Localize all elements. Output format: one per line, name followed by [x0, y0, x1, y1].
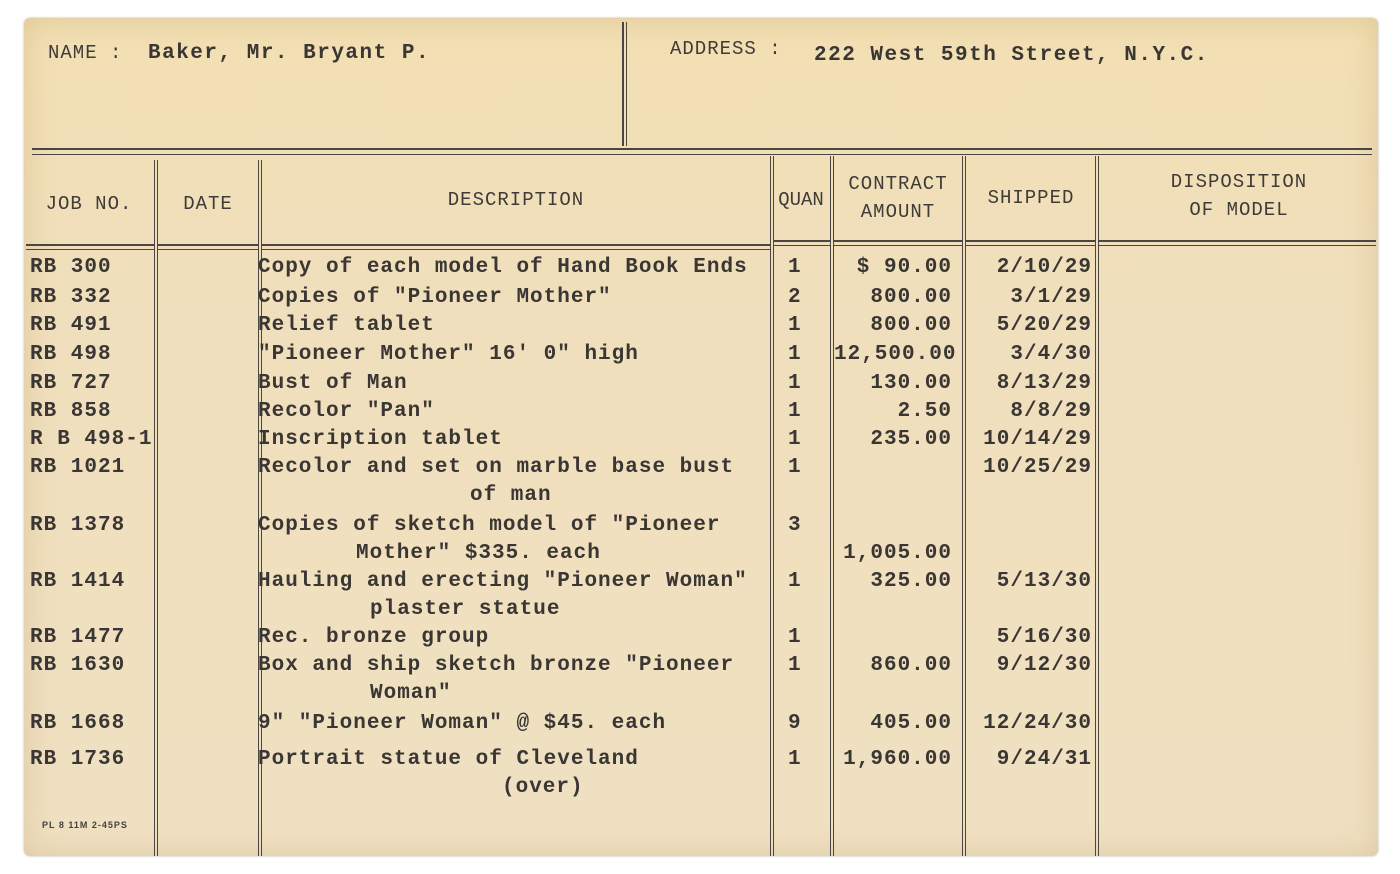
job-number: RB 727 — [30, 372, 112, 395]
quantity: 1 — [788, 400, 802, 423]
rule-disposition-2 — [1099, 245, 1376, 246]
shipped-date: 9/24/31 — [996, 748, 1092, 771]
quantity: 1 — [788, 654, 802, 677]
rule-shipped-2 — [966, 245, 1095, 246]
job-number: RB 1021 — [30, 456, 126, 479]
quantity: 1 — [788, 428, 802, 451]
col-line-quan — [770, 156, 771, 856]
job-number: RB 1736 — [30, 748, 126, 771]
description-continued: Mother" $335. each — [356, 542, 601, 565]
description-continued: plaster statue — [370, 598, 561, 621]
job-number: R B 498-1 — [30, 428, 153, 451]
job-number: RB 1378 — [30, 514, 126, 537]
contract-amount: 860.00 — [870, 654, 952, 677]
rule-date — [158, 244, 258, 246]
col-line-disposition-2 — [1098, 156, 1099, 856]
rule-shipped — [966, 240, 1095, 242]
shipped-date: 9/12/30 — [996, 654, 1092, 677]
contract-amount: 800.00 — [870, 286, 952, 309]
name-value: Baker, Mr. Bryant P. — [148, 42, 431, 65]
description: Copy of each model of Hand Book Ends — [258, 256, 748, 279]
col-header-date: DATE — [183, 193, 233, 215]
contract-amount: 130.00 — [870, 372, 952, 395]
quantity: 1 — [788, 456, 802, 479]
rule-desc — [262, 244, 770, 246]
index-card — [24, 18, 1378, 856]
shipped-date: 10/14/29 — [983, 428, 1092, 451]
address-label: ADDRESS : — [670, 38, 782, 60]
contract-amount: 235.00 — [870, 428, 952, 451]
description: Rec. bronze group — [258, 626, 490, 649]
contract-amount: 2.50 — [897, 400, 952, 423]
contract-amount: 1,960.00 — [843, 748, 952, 771]
description: Portrait statue of Cleveland — [258, 748, 639, 771]
quantity: 9 — [788, 712, 802, 735]
shipped-date: 5/16/30 — [996, 626, 1092, 649]
rule-disposition — [1099, 240, 1376, 242]
col-line-amount — [830, 156, 831, 856]
quantity: 3 — [788, 514, 802, 537]
description-continued: (over) — [502, 776, 584, 799]
col-header-amount: AMOUNT — [860, 201, 936, 223]
job-number: RB 1668 — [30, 712, 126, 735]
col-header-of-model: OF MODEL — [1189, 199, 1289, 221]
rule-amount-2 — [834, 245, 962, 246]
shipped-date: 3/1/29 — [1010, 286, 1092, 309]
description: Bust of Man — [258, 372, 408, 395]
col-header-description: DESCRIPTION — [447, 189, 585, 211]
quantity: 1 — [788, 314, 802, 337]
job-number: RB 1630 — [30, 654, 126, 677]
description: Copies of sketch model of "Pioneer — [258, 514, 721, 537]
quantity: 2 — [788, 286, 802, 309]
shipped-date: 10/25/29 — [983, 456, 1092, 479]
job-number: RB 491 — [30, 314, 112, 337]
job-number: RB 498 — [30, 343, 112, 366]
description: Relief tablet — [258, 314, 435, 337]
address-value: 222 West 59th Street, N.Y.C. — [814, 44, 1209, 67]
description: "Pioneer Mother" 16' 0" high — [258, 343, 639, 366]
shipped-date: 8/13/29 — [996, 372, 1092, 395]
contract-amount: 325.00 — [870, 570, 952, 593]
col-line-shipped — [962, 156, 963, 856]
description: 9" "Pioneer Woman" @ $45. each — [258, 712, 667, 735]
quantity: 1 — [788, 343, 802, 366]
rule-job-2 — [26, 249, 154, 250]
header-divider — [622, 22, 624, 146]
col-header-quan: QUAN — [778, 189, 824, 211]
shipped-date: 2/10/29 — [996, 256, 1092, 279]
col-line-date — [154, 160, 155, 856]
rule-amount — [834, 240, 962, 242]
description: Inscription tablet — [258, 428, 503, 451]
quantity: 1 — [788, 372, 802, 395]
job-number: RB 332 — [30, 286, 112, 309]
description: Recolor and set on marble base bust — [258, 456, 735, 479]
description: Hauling and erecting "Pioneer Woman" — [258, 570, 748, 593]
col-header-job-no: JOB NO. — [45, 193, 133, 215]
col-line-date-2 — [157, 160, 158, 856]
rule-quan-2 — [774, 245, 830, 246]
rule-date-2 — [158, 249, 258, 250]
job-number: RB 858 — [30, 400, 112, 423]
header-divider-2 — [626, 22, 627, 146]
description-continued: of man — [470, 484, 552, 507]
shipped-date: 5/13/30 — [996, 570, 1092, 593]
shipped-date: 5/20/29 — [996, 314, 1092, 337]
description-continued: Woman" — [370, 682, 452, 705]
quantity: 1 — [788, 256, 802, 279]
rule-job — [26, 244, 154, 246]
form-code: PL 8 11M 2-45PS — [42, 820, 128, 830]
header-rule-bottom — [32, 154, 1372, 155]
quantity: 1 — [788, 626, 802, 649]
col-line-disposition — [1095, 156, 1096, 856]
col-header-disposition: DISPOSITION — [1170, 171, 1308, 193]
job-number: RB 1477 — [30, 626, 126, 649]
contract-amount: 405.00 — [870, 712, 952, 735]
col-line-quan-2 — [773, 156, 774, 856]
description: Recolor "Pan" — [258, 400, 435, 423]
rule-desc-2 — [262, 249, 770, 250]
job-number: RB 300 — [30, 256, 112, 279]
header-rule-top — [32, 148, 1372, 150]
shipped-date: 3/4/30 — [1010, 343, 1092, 366]
col-header-shipped: SHIPPED — [987, 187, 1075, 209]
name-label: NAME : — [48, 42, 123, 64]
contract-amount: $ 90.00 — [856, 256, 952, 279]
job-number: RB 1414 — [30, 570, 126, 593]
col-header-contract: CONTRACT — [848, 173, 948, 195]
contract-amount: 12,500.00 — [834, 343, 957, 366]
quantity: 1 — [788, 570, 802, 593]
rule-quan — [774, 240, 830, 242]
description: Copies of "Pioneer Mother" — [258, 286, 612, 309]
contract-amount: 1,005.00 — [843, 542, 952, 565]
quantity: 1 — [788, 748, 802, 771]
shipped-date: 8/8/29 — [1010, 400, 1092, 423]
shipped-date: 12/24/30 — [983, 712, 1092, 735]
description: Box and ship sketch bronze "Pioneer — [258, 654, 735, 677]
contract-amount: 800.00 — [870, 314, 952, 337]
